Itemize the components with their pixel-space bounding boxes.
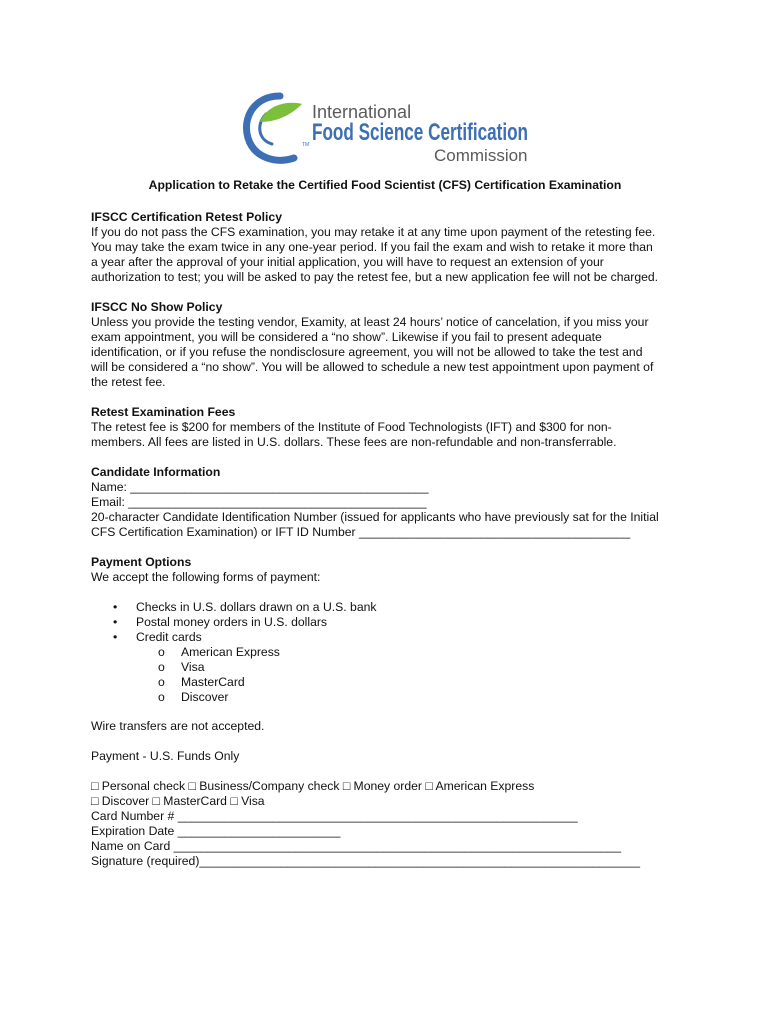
fees-section — [91, 405, 691, 450]
logo-line-international: International — [312, 102, 412, 122]
fees-line: members. All fees are listed in U.S. dollars. These fees are non-refundable and non-transferrable. — [91, 435, 617, 449]
credit-cards-list — [158, 645, 691, 705]
bullet-icon: • — [113, 600, 118, 614]
card-name: Discover — [181, 690, 229, 704]
payment-methods-list — [113, 600, 691, 705]
payment-type-checkboxes[interactable]: □ Personal check □ Business/Company check □ Money order □ American Express — [91, 779, 535, 793]
list-item — [113, 630, 691, 705]
no-show-policy-section — [91, 300, 691, 390]
expiration-date-field[interactable]: Expiration Date ________________________ — [91, 824, 341, 838]
no-show-line: exam appointment, you will be considered a “no show”. Likewise if you fail to present adequate — [91, 330, 602, 344]
list-item-label: Checks in U.S. dollars drawn on a U.S. bank — [136, 600, 377, 614]
list-item — [113, 600, 691, 615]
retest-policy-line: a year after the approval of your initial application, you will have to request an extension of your — [91, 255, 604, 269]
signature-field[interactable]: Signature (required)_________________________________________________________________ — [91, 854, 640, 868]
no-show-line: the retest fee. — [91, 375, 166, 389]
card-name: MasterCard — [181, 675, 245, 689]
no-show-line: identification, or if you refuse the nondisclosure agreement, you will not be allowed to take the test and — [91, 345, 643, 359]
no-show-line: Unless you provide the testing vendor, Examity, at least 24 hours’ notice of cancelation, if you miss your — [91, 315, 649, 329]
card-type-checkboxes[interactable]: □ Discover □ MasterCard □ Visa — [91, 794, 265, 808]
retest-policy-section — [91, 210, 691, 285]
retest-policy-heading: IFSCC Certification Retest Policy — [91, 210, 282, 224]
sub-bullet-icon: o — [158, 660, 165, 674]
name-on-card-field[interactable]: Name on Card __________________________________________________________________ — [91, 839, 621, 853]
card-name: Visa — [181, 660, 205, 674]
logo-line-commission: Commission — [434, 146, 528, 165]
payment-heading: Payment Options — [91, 555, 192, 569]
email-field[interactable]: Email: ____________________________________________ — [91, 495, 427, 509]
fees-heading: Retest Examination Fees — [91, 405, 236, 419]
candidate-id-label: 20-character Candidate Identification Number (issued for applicants who have previously sat for the Initial — [91, 510, 659, 524]
list-item — [158, 690, 691, 705]
card-number-field[interactable]: Card Number # ___________________________________________________________ — [91, 809, 578, 823]
no-show-line: will be considered a “no show”. You will be allowed to schedule a new test appointment upon payment of — [91, 360, 654, 374]
candidate-heading: Candidate Information — [91, 465, 221, 479]
list-item — [158, 645, 691, 660]
sub-bullet-icon: o — [158, 690, 165, 704]
candidate-section — [91, 465, 691, 540]
list-item — [113, 615, 691, 630]
bullet-icon: • — [113, 615, 118, 629]
sub-bullet-icon: o — [158, 645, 165, 659]
funds-note: Payment - U.S. Funds Only — [91, 749, 240, 763]
wire-transfer-note: Wire transfers are not accepted. — [91, 719, 265, 733]
payment-section — [91, 555, 691, 869]
retest-policy-line: You may take the exam twice in any one-year period. If you fail the exam and wish to retake it more than — [91, 240, 653, 254]
sub-bullet-icon: o — [158, 675, 165, 689]
logo-leaf-icon — [260, 103, 302, 122]
no-show-heading: IFSCC No Show Policy — [91, 300, 223, 314]
logo-tm: TM — [302, 142, 310, 148]
card-name: American Express — [181, 645, 280, 659]
bullet-icon: • — [113, 630, 118, 644]
payment-intro: We accept the following forms of payment: — [91, 570, 321, 584]
list-item — [158, 660, 691, 675]
list-item-label: Postal money orders in U.S. dollars — [136, 615, 328, 629]
retest-policy-line: authorization to test; you will be asked to pay the retest fee, but a new application fee will not be charged. — [91, 270, 659, 284]
logo-line-fsc: Food Science Certification — [312, 119, 528, 146]
list-item — [158, 675, 691, 690]
page-title: Application to Retake the Certified Food Scientist (CFS) Certification Examination — [148, 178, 622, 192]
list-item-label: Credit cards — [136, 630, 202, 644]
ifscc-logo — [242, 88, 532, 168]
name-field[interactable]: Name: ____________________________________________ — [91, 480, 429, 494]
retest-policy-line: If you do not pass the CFS examination, you may retake it at any time upon payment of the retesting fee. — [91, 225, 656, 239]
fees-line: The retest fee is $200 for members of the Institute of Food Technologists (IFT) and $300 for non- — [91, 420, 612, 434]
candidate-id-field[interactable]: CFS Certification Examination) or IFT ID Number ________________________________________ — [91, 525, 631, 539]
